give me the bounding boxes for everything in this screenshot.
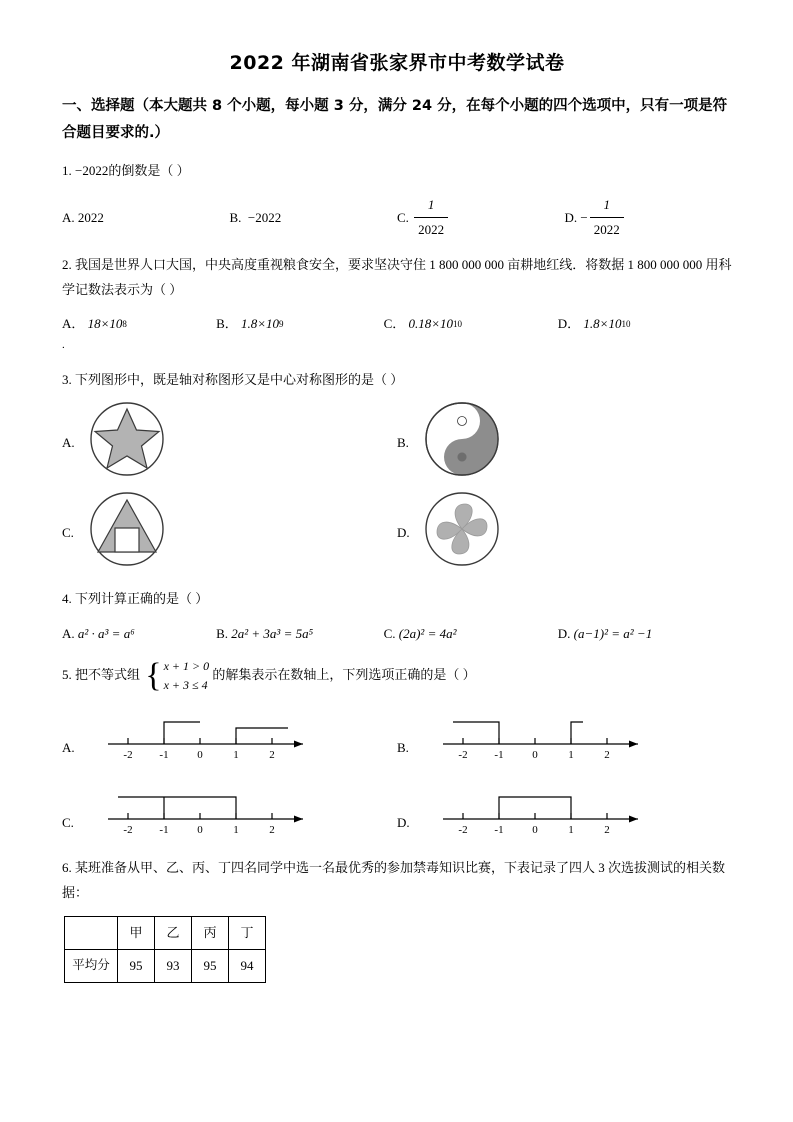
question-6 [62, 856, 732, 982]
svg-text:0: 0 [197, 823, 203, 836]
question-5 [62, 657, 732, 844]
left-brace: { [145, 657, 162, 695]
number-line-a [88, 702, 318, 769]
table-col-header-yi: 乙 [155, 916, 192, 949]
question-1-options [62, 193, 732, 241]
table-row-header-average: 平均分 [65, 949, 118, 982]
table-col-header-bing: 丙 [192, 916, 229, 949]
option-3-c[interactable]: C. [62, 490, 397, 575]
svg-text:-1: -1 [494, 748, 504, 761]
svg-text:2: 2 [269, 748, 275, 761]
svg-text:2: 2 [604, 748, 610, 761]
svg-text:2: 2 [269, 823, 275, 836]
number-line-b [423, 702, 653, 769]
question-3-figure-options [62, 400, 732, 575]
option-2-a[interactable]: A． 18×10 8 [62, 316, 127, 332]
inequality-2: x + 3 ≤ 4 [163, 678, 208, 693]
svg-text:1: 1 [233, 823, 239, 836]
question-1 [62, 159, 732, 241]
question-3-stem: 下列图形中，既是轴对称图形又是中心对称图形的是（ ） [75, 371, 404, 387]
taiji-in-circle-icon [423, 400, 501, 485]
svg-text:1: 1 [568, 748, 574, 761]
question-3-number: 3. [62, 371, 72, 387]
table-cell-avg-jia: 95 [118, 949, 155, 982]
option-5-a[interactable]: A. -2 -1 0 1 2 [62, 702, 397, 769]
question-5-stem-suffix: 的解集表示在数轴上，下列选项正确的是（ ） [212, 667, 476, 683]
svg-text:0: 0 [532, 823, 538, 836]
question-5-stem-prefix: 把不等式组 [75, 667, 141, 683]
question-6-number: 6. [62, 860, 72, 876]
question-1-number: 1. [62, 162, 72, 178]
fraction-neg-one-over-2022: $\frac{1}{2022}$ [590, 193, 624, 241]
option-4-d[interactable]: D. (a−1)² = a² −1 [557, 625, 653, 641]
section-heading-choice: 一、选择题（本大题共 8 个小题，每小题 3 分，满分 24 分，在每个小题的四个选项中，只有一项是符合题目要求的.） [62, 98, 728, 141]
option-3-b[interactable]: B. [397, 400, 732, 485]
svg-text:0: 0 [197, 748, 203, 761]
svg-text:-1: -1 [159, 823, 169, 836]
question-3 [62, 368, 732, 575]
question-2-number: 2. [62, 257, 72, 273]
question-2 [62, 253, 732, 356]
star-in-circle-icon [88, 400, 166, 485]
question-5-number: 5. [62, 667, 72, 683]
question-1-stem: −2022的倒数是（ ） [75, 162, 190, 178]
question-2-stem: 我国是世界人口大国，中央高度重视粮食安全，要求坚决守住 1 800 000 000 亩耕地红线．将数据 1 800 000 000 用科学记数法表示为（ ） [62, 257, 732, 297]
number-line-d [423, 777, 653, 844]
question-6-stem: 某班准备从甲、乙、丙、丁四名同学中选一名最优秀的参加禁毒知识比赛，下表记录了四人 3 次选拔测试的相关数据： [62, 860, 726, 901]
table-row [65, 949, 266, 982]
option-1-d[interactable]: D. − $\frac{1}{2022}$ [565, 193, 733, 241]
option-5-c[interactable]: C. -2 -1 0 1 2 [62, 777, 397, 844]
table-corner-cell [65, 916, 118, 949]
table-cell-avg-bing: 95 [192, 949, 229, 982]
four-petal-flower-in-circle-icon [423, 490, 501, 575]
number-line-c [88, 777, 318, 844]
option-3-d[interactable]: D. [397, 490, 732, 575]
svg-text:-1: -1 [159, 748, 169, 761]
svg-text:-2: -2 [123, 823, 133, 836]
document-content [62, 48, 732, 983]
option-2-d[interactable]: D． 1.8×10 10 [557, 316, 631, 332]
option-4-a[interactable]: A. a² · a³ = a⁶ [62, 625, 135, 641]
table-col-header-jia: 甲 [118, 916, 155, 949]
option-4-b[interactable]: B. 2a² + 3a³ = 5a⁵ [216, 625, 314, 641]
svg-text:-2: -2 [123, 748, 133, 761]
question-4-stem: 下列计算正确的是（ ） [75, 591, 209, 607]
option-4-c[interactable]: C. (2a)² = 4a² [383, 625, 457, 641]
fraction-one-over-2022: $\frac{1}{2022}$ [414, 193, 448, 241]
svg-text:-1: -1 [494, 823, 504, 836]
option-5-b[interactable]: B. -2 -1 0 1 2 [397, 702, 732, 769]
option-2-c[interactable]: C． 0.18×10 10 [383, 316, 463, 332]
option-2-b[interactable]: B． 1.8×10 9 [216, 316, 284, 332]
svg-text:1: 1 [568, 823, 574, 836]
question-2-linebreak-dot: . [62, 338, 65, 351]
table-row-header [65, 916, 266, 949]
table-cell-avg-ding: 94 [229, 949, 266, 982]
option-3-a[interactable]: A. [62, 400, 397, 485]
option-1-b[interactable]: B. −2022 [229, 209, 282, 225]
question-5-numberline-options [62, 702, 732, 845]
svg-text:1: 1 [233, 748, 239, 761]
svg-text:-2: -2 [458, 748, 468, 761]
score-table [64, 916, 266, 983]
question-2-options [62, 312, 732, 335]
option-5-d[interactable]: D. -2 -1 0 1 2 [397, 777, 732, 844]
table-col-header-ding: 丁 [229, 916, 266, 949]
inequality-system [143, 657, 209, 695]
question-4-number: 4. [62, 591, 72, 607]
page-title: 2022 年湖南省张家界市中考数学试卷 [229, 52, 565, 74]
option-1-a[interactable]: A. 2022 [62, 209, 104, 225]
svg-text:-2: -2 [458, 823, 468, 836]
question-4-options [62, 622, 732, 645]
svg-text:2: 2 [604, 823, 610, 836]
triangle-square-in-circle-icon [88, 490, 166, 575]
svg-text:0: 0 [532, 748, 538, 761]
table-cell-avg-yi: 93 [155, 949, 192, 982]
inequality-1: x + 1 > 0 [163, 659, 210, 674]
question-4 [62, 587, 732, 645]
option-1-c[interactable]: C. $\frac{1}{2022}$ [397, 193, 565, 241]
